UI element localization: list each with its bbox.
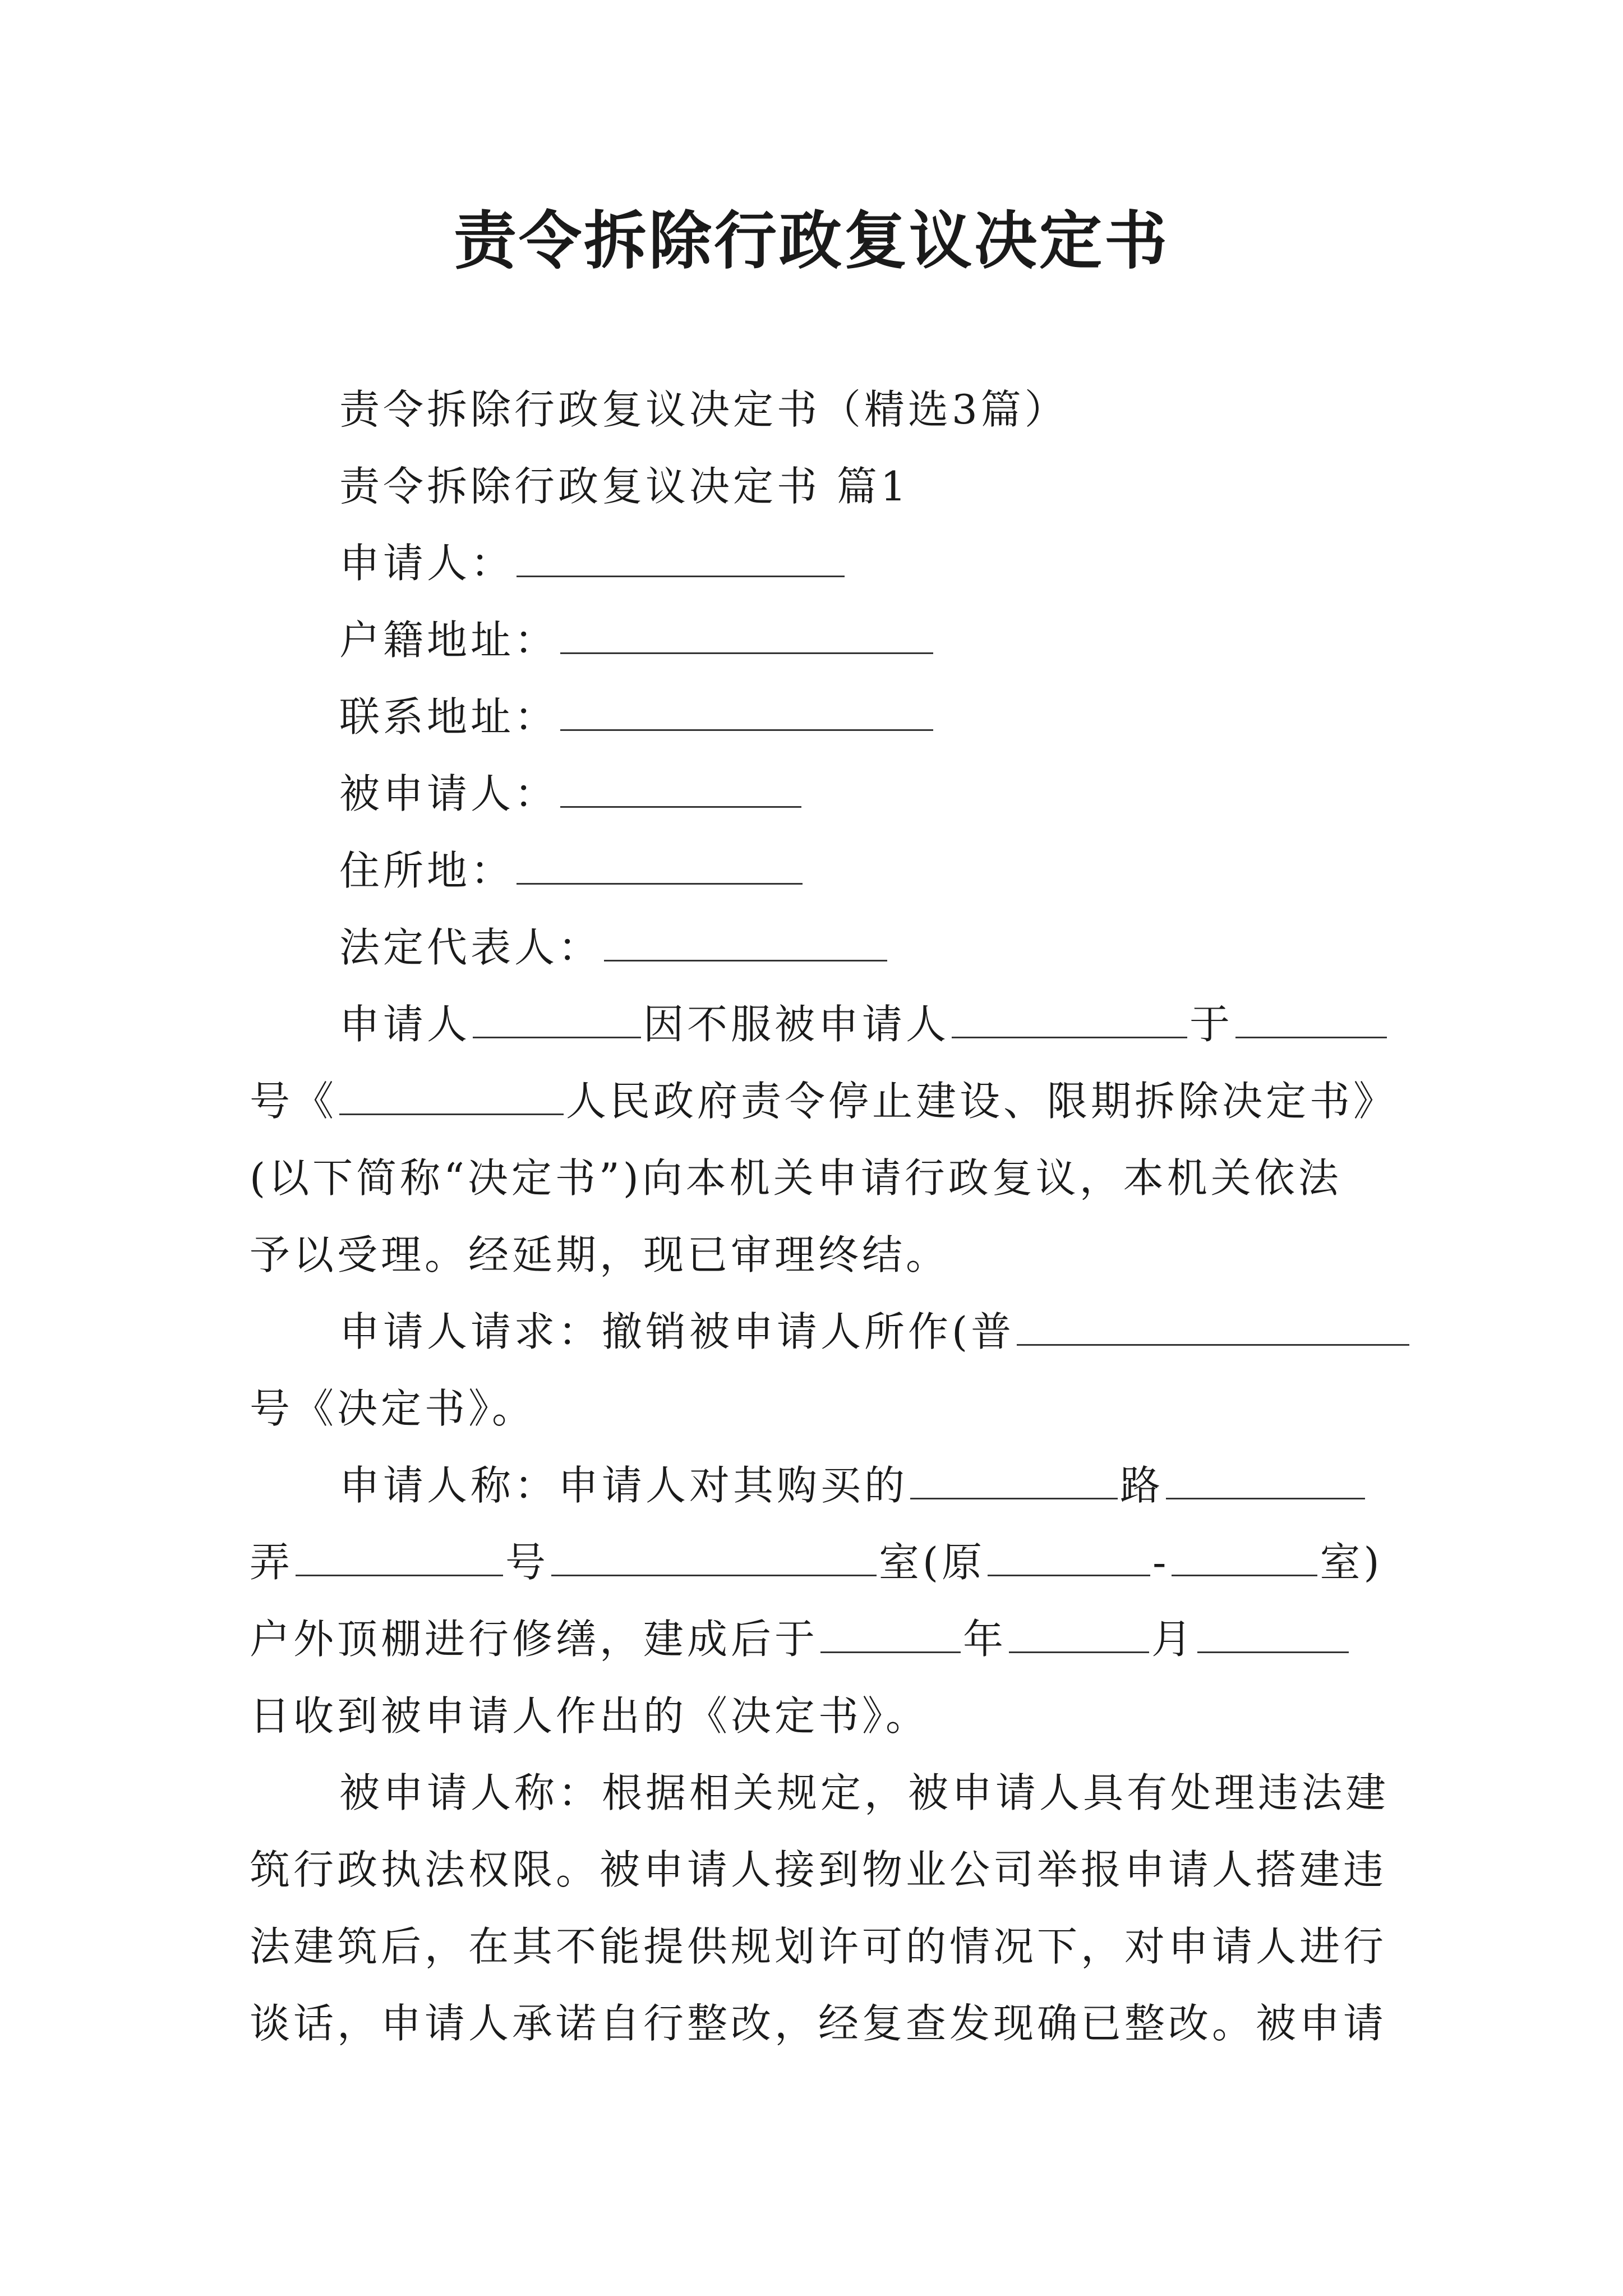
field-applicant [339,535,847,591]
para1-line2 [250,1073,1397,1129]
blank-line [1197,1612,1349,1653]
para1-line1 [339,996,1389,1052]
blank-line [1009,1612,1149,1653]
field-label: 被申请人： [339,770,559,817]
para4-line3: 法建筑后，在其不能提供规划许可的情况下，对申请人进行 [250,1923,1387,1970]
text: 室) [1320,1539,1383,1586]
para4-line2: 筑行政执法权限。被申请人接到物业公司举报申请人搭建违 [250,1846,1387,1893]
blank-line [820,1612,961,1653]
blank-line [1235,997,1387,1038]
para1-line4: 予以受理。经延期，现已审理终结。 [250,1231,950,1278]
blank-line [988,1535,1150,1576]
field-legal-representative [339,919,889,976]
text: 人民政府责令停止建设、限期拆除决定书》 [566,1078,1398,1125]
blank-line [560,613,933,654]
text: 申请人 [339,1001,471,1048]
blank-line [473,997,641,1038]
field-household-address [339,612,935,668]
blank-line [551,1535,877,1576]
text: 月 [1151,1616,1196,1663]
blank-line [517,844,803,885]
text: 路 [1120,1462,1164,1509]
para3-line4: 日收到被申请人作出的《决定书》。 [250,1692,930,1740]
para4-line1: 被申请人称：根据相关规定，被申请人具有处理违法建 [339,1769,1390,1816]
blank-line [1166,1458,1365,1499]
blank-line [910,1458,1118,1499]
field-label: 住所地： [339,847,515,894]
document-subtitle: 责令拆除行政复议决定书（精选3篇） [339,386,1068,433]
field-domicile [339,843,805,899]
text: 号《 [250,1078,338,1125]
text: 因不服被申请人 [643,1001,950,1048]
blank-line [517,536,845,577]
field-respondent [339,766,804,822]
blank-line [1017,1305,1409,1346]
blank-line [339,1074,564,1115]
para4-line4: 谈话，申请人承诺自行整改，经复查发现确已整改。被申请 [250,2000,1387,2047]
field-label: 户籍地址： [339,616,559,664]
text: 室(原 [879,1539,986,1586]
field-contact-address [339,689,935,745]
section-heading: 责令拆除行政复议决定书 篇1 [339,463,910,510]
blank-line [560,767,801,808]
text: 申请人请求：撤销被申请人所作(普 [339,1308,1015,1355]
text: 申请人称：申请人对其购买的 [339,1462,909,1509]
para2-line1 [339,1304,1412,1360]
blank-line [1172,1535,1317,1576]
field-label: 联系地址： [339,693,559,740]
field-label: 申请人： [339,540,515,587]
para2-line2: 号《决定书》。 [250,1385,536,1432]
para1-line3: (以下简称“决定书”)向本机关申请行政复议，本机关依法 [250,1154,1342,1202]
blank-line [560,690,933,731]
blank-line [952,997,1187,1038]
text: 户外顶棚进行修缮，建成后于 [250,1616,819,1663]
document-title: 责令拆除行政复议决定书 [454,204,1169,278]
para3-line2 [250,1534,1383,1590]
blank-line [296,1535,503,1576]
field-label: 法定代表人： [339,924,602,971]
blank-line [604,921,887,961]
para3-line1 [339,1457,1367,1513]
text: 于 [1189,1001,1234,1048]
text: 弄 [250,1539,294,1586]
para3-line3 [250,1611,1351,1667]
text: 年 [963,1616,1007,1663]
text: - [1152,1539,1170,1586]
text: 号 [505,1539,550,1586]
